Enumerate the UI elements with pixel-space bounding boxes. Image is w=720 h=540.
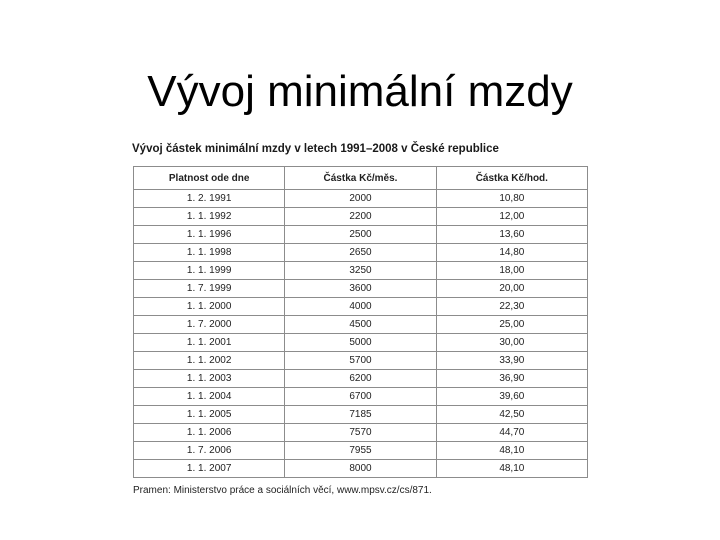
cell-valid-from: 1. 1. 2000 (134, 298, 285, 316)
table-row (134, 190, 588, 208)
cell-monthly-amount: 6700 (285, 388, 436, 406)
cell-valid-from: 1. 1. 2007 (134, 460, 285, 478)
cell-hourly-amount: 33,90 (436, 352, 587, 370)
column-header-monthly-amount: Částka Kč/měs. (285, 167, 436, 190)
cell-valid-from: 1. 7. 2006 (134, 442, 285, 460)
cell-monthly-amount: 3250 (285, 262, 436, 280)
table-row (134, 262, 588, 280)
cell-valid-from: 1. 7. 2000 (134, 316, 285, 334)
cell-valid-from: 1. 1. 1998 (134, 244, 285, 262)
table-caption: Vývoj částek minimální mzdy v letech 1991–2008 v České republice (132, 143, 499, 155)
cell-valid-from: 1. 1. 2003 (134, 370, 285, 388)
cell-valid-from: 1. 1. 1996 (134, 226, 285, 244)
table-row (134, 424, 588, 442)
cell-valid-from: 1. 1. 2002 (134, 352, 285, 370)
cell-hourly-amount: 44,70 (436, 424, 587, 442)
cell-hourly-amount: 30,00 (436, 334, 587, 352)
cell-hourly-amount: 25,00 (436, 316, 587, 334)
table-row (134, 226, 588, 244)
table-row (134, 352, 588, 370)
column-header-hourly-amount: Částka Kč/hod. (436, 167, 587, 190)
cell-valid-from: 1. 2. 1991 (134, 190, 285, 208)
cell-hourly-amount: 18,00 (436, 262, 587, 280)
cell-valid-from: 1. 1. 2004 (134, 388, 285, 406)
cell-monthly-amount: 2200 (285, 208, 436, 226)
table-row (134, 442, 588, 460)
table-row (134, 316, 588, 334)
cell-valid-from: 1. 7. 1999 (134, 280, 285, 298)
table-body (134, 190, 588, 478)
cell-hourly-amount: 48,10 (436, 442, 587, 460)
slide-title: Vývoj minimální mzdy (147, 67, 573, 117)
table-row (134, 280, 588, 298)
cell-hourly-amount: 12,00 (436, 208, 587, 226)
table-row (134, 406, 588, 424)
cell-valid-from: 1. 1. 2005 (134, 406, 285, 424)
cell-valid-from: 1. 1. 2001 (134, 334, 285, 352)
cell-monthly-amount: 2000 (285, 190, 436, 208)
table-row (134, 370, 588, 388)
cell-monthly-amount: 4000 (285, 298, 436, 316)
table-row (134, 208, 588, 226)
cell-monthly-amount: 4500 (285, 316, 436, 334)
cell-monthly-amount: 7570 (285, 424, 436, 442)
cell-valid-from: 1. 1. 1999 (134, 262, 285, 280)
cell-hourly-amount: 42,50 (436, 406, 587, 424)
cell-hourly-amount: 10,80 (436, 190, 587, 208)
cell-monthly-amount: 6200 (285, 370, 436, 388)
cell-hourly-amount: 22,30 (436, 298, 587, 316)
cell-monthly-amount: 5700 (285, 352, 436, 370)
cell-hourly-amount: 13,60 (436, 226, 587, 244)
source-note: Pramen: Ministerstvo práce a sociálních věcí, www.mpsv.cz/cs/871. (133, 485, 432, 496)
cell-monthly-amount: 2650 (285, 244, 436, 262)
minimum-wage-table (133, 166, 588, 478)
table-header-row (134, 167, 588, 190)
table-row (134, 388, 588, 406)
cell-hourly-amount: 39,60 (436, 388, 587, 406)
table-row (134, 298, 588, 316)
cell-monthly-amount: 7185 (285, 406, 436, 424)
column-header-valid-from: Platnost ode dne (134, 167, 285, 190)
cell-hourly-amount: 20,00 (436, 280, 587, 298)
cell-hourly-amount: 48,10 (436, 460, 587, 478)
table-row (134, 334, 588, 352)
cell-valid-from: 1. 1. 2006 (134, 424, 285, 442)
table-row (134, 460, 588, 478)
table-row (134, 244, 588, 262)
cell-monthly-amount: 7955 (285, 442, 436, 460)
cell-hourly-amount: 36,90 (436, 370, 587, 388)
cell-valid-from: 1. 1. 1992 (134, 208, 285, 226)
cell-monthly-amount: 3600 (285, 280, 436, 298)
cell-hourly-amount: 14,80 (436, 244, 587, 262)
cell-monthly-amount: 5000 (285, 334, 436, 352)
cell-monthly-amount: 8000 (285, 460, 436, 478)
cell-monthly-amount: 2500 (285, 226, 436, 244)
